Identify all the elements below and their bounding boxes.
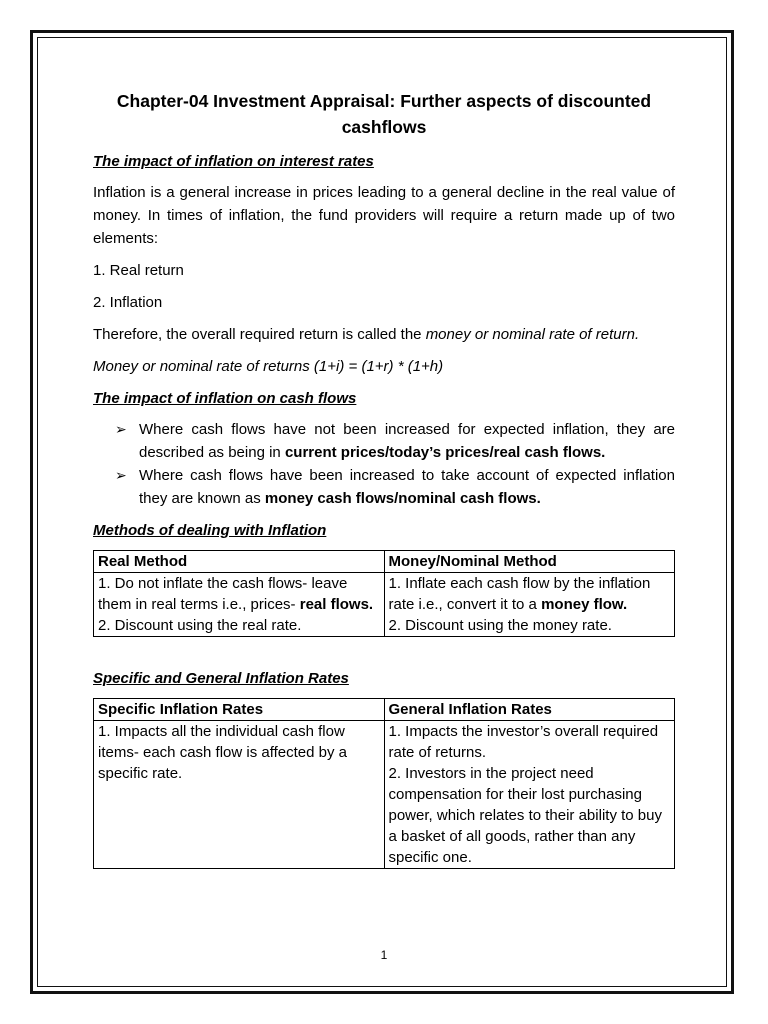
table-row [94, 573, 675, 637]
list-item [93, 418, 675, 464]
bullet-bold: current prices/today’s prices/real cash flows. [284, 444, 606, 461]
table-cell-real-method [94, 573, 385, 637]
cell-text: 2. Discount using the real rate. [98, 617, 302, 634]
table-row [94, 721, 675, 869]
table-cell-money-method [384, 573, 675, 637]
cell-text: 2. Discount using the money rate. [388, 617, 612, 634]
table-header-general: General Inflation Rates [384, 699, 675, 721]
bullet-text: Where cash flows have been increased to take account of expected inflation they are known as [139, 467, 675, 507]
bullet-bold: money cash flows/nominal cash flows. [264, 490, 541, 507]
section-heading-methods: Methods of dealing with Inflation [93, 522, 327, 539]
section-heading-inflation-cashflows: The impact of inflation on cash flows [93, 390, 357, 407]
inflation-rates-table [93, 698, 675, 869]
page-number: 1 [380, 948, 388, 962]
table-row [94, 551, 675, 573]
methods-table [93, 550, 675, 637]
cell-bold: money flow. [541, 596, 628, 613]
cell-text: 1. Inflate each cash flow by the inflation rate i.e., convert it to a [388, 575, 651, 613]
list-item [93, 464, 675, 510]
bullet-text: Where cash flows have not been increased for expected inflation, they are described as being in [139, 421, 675, 461]
table-row [94, 699, 675, 721]
page-content [93, 88, 675, 879]
table-header-money-method: Money/Nominal Method [384, 551, 675, 573]
cell-bold: real flows. [299, 596, 374, 613]
cell-text: 1. Impacts the investor’s overall required rate of returns. [388, 723, 659, 761]
list-item-inflation: 2. Inflation [93, 294, 163, 311]
table-header-real-method: Real Method [94, 551, 385, 573]
cashflow-bullet-list [93, 418, 675, 510]
table-header-specific: Specific Inflation Rates [94, 699, 385, 721]
table-cell-general [384, 721, 675, 869]
therefore-paragraph [93, 323, 675, 346]
table-cell-specific: 1. Impacts all the individual cash flow items- each cash flow is affected by a specific rate. [94, 721, 385, 869]
arrow-bullet-icon: ➢ [115, 467, 127, 483]
therefore-text: Therefore, the overall required return is called the [93, 326, 426, 343]
cell-text: 2. Investors in the project need compensation for their lost purchasing power, which relates to their ability to buy a basket of all goods, rather than any specific one. [388, 765, 662, 866]
section-heading-specific-general: Specific and General Inflation Rates [93, 670, 349, 687]
inflation-paragraph: Inflation is a general increase in prices leading to a general decline in the real value of money. In times of inflation, the fund providers will require a return made up of two elements: [93, 184, 675, 247]
therefore-italic: money or nominal rate of return. [425, 326, 640, 343]
page-title: Chapter-04 Investment Appraisal: Further aspects of discounted cashflows [116, 91, 652, 137]
arrow-bullet-icon: ➢ [115, 421, 127, 437]
list-item-real-return: 1. Real return [93, 262, 184, 279]
section-heading-inflation-interest: The impact of inflation on interest rates [93, 153, 374, 170]
cell-text: 1. Do not inflate the cash flows- leave them in real terms i.e., prices- [98, 575, 348, 613]
formula: Money or nominal rate of returns (1+i) = (1+r) * (1+h) [93, 358, 444, 375]
